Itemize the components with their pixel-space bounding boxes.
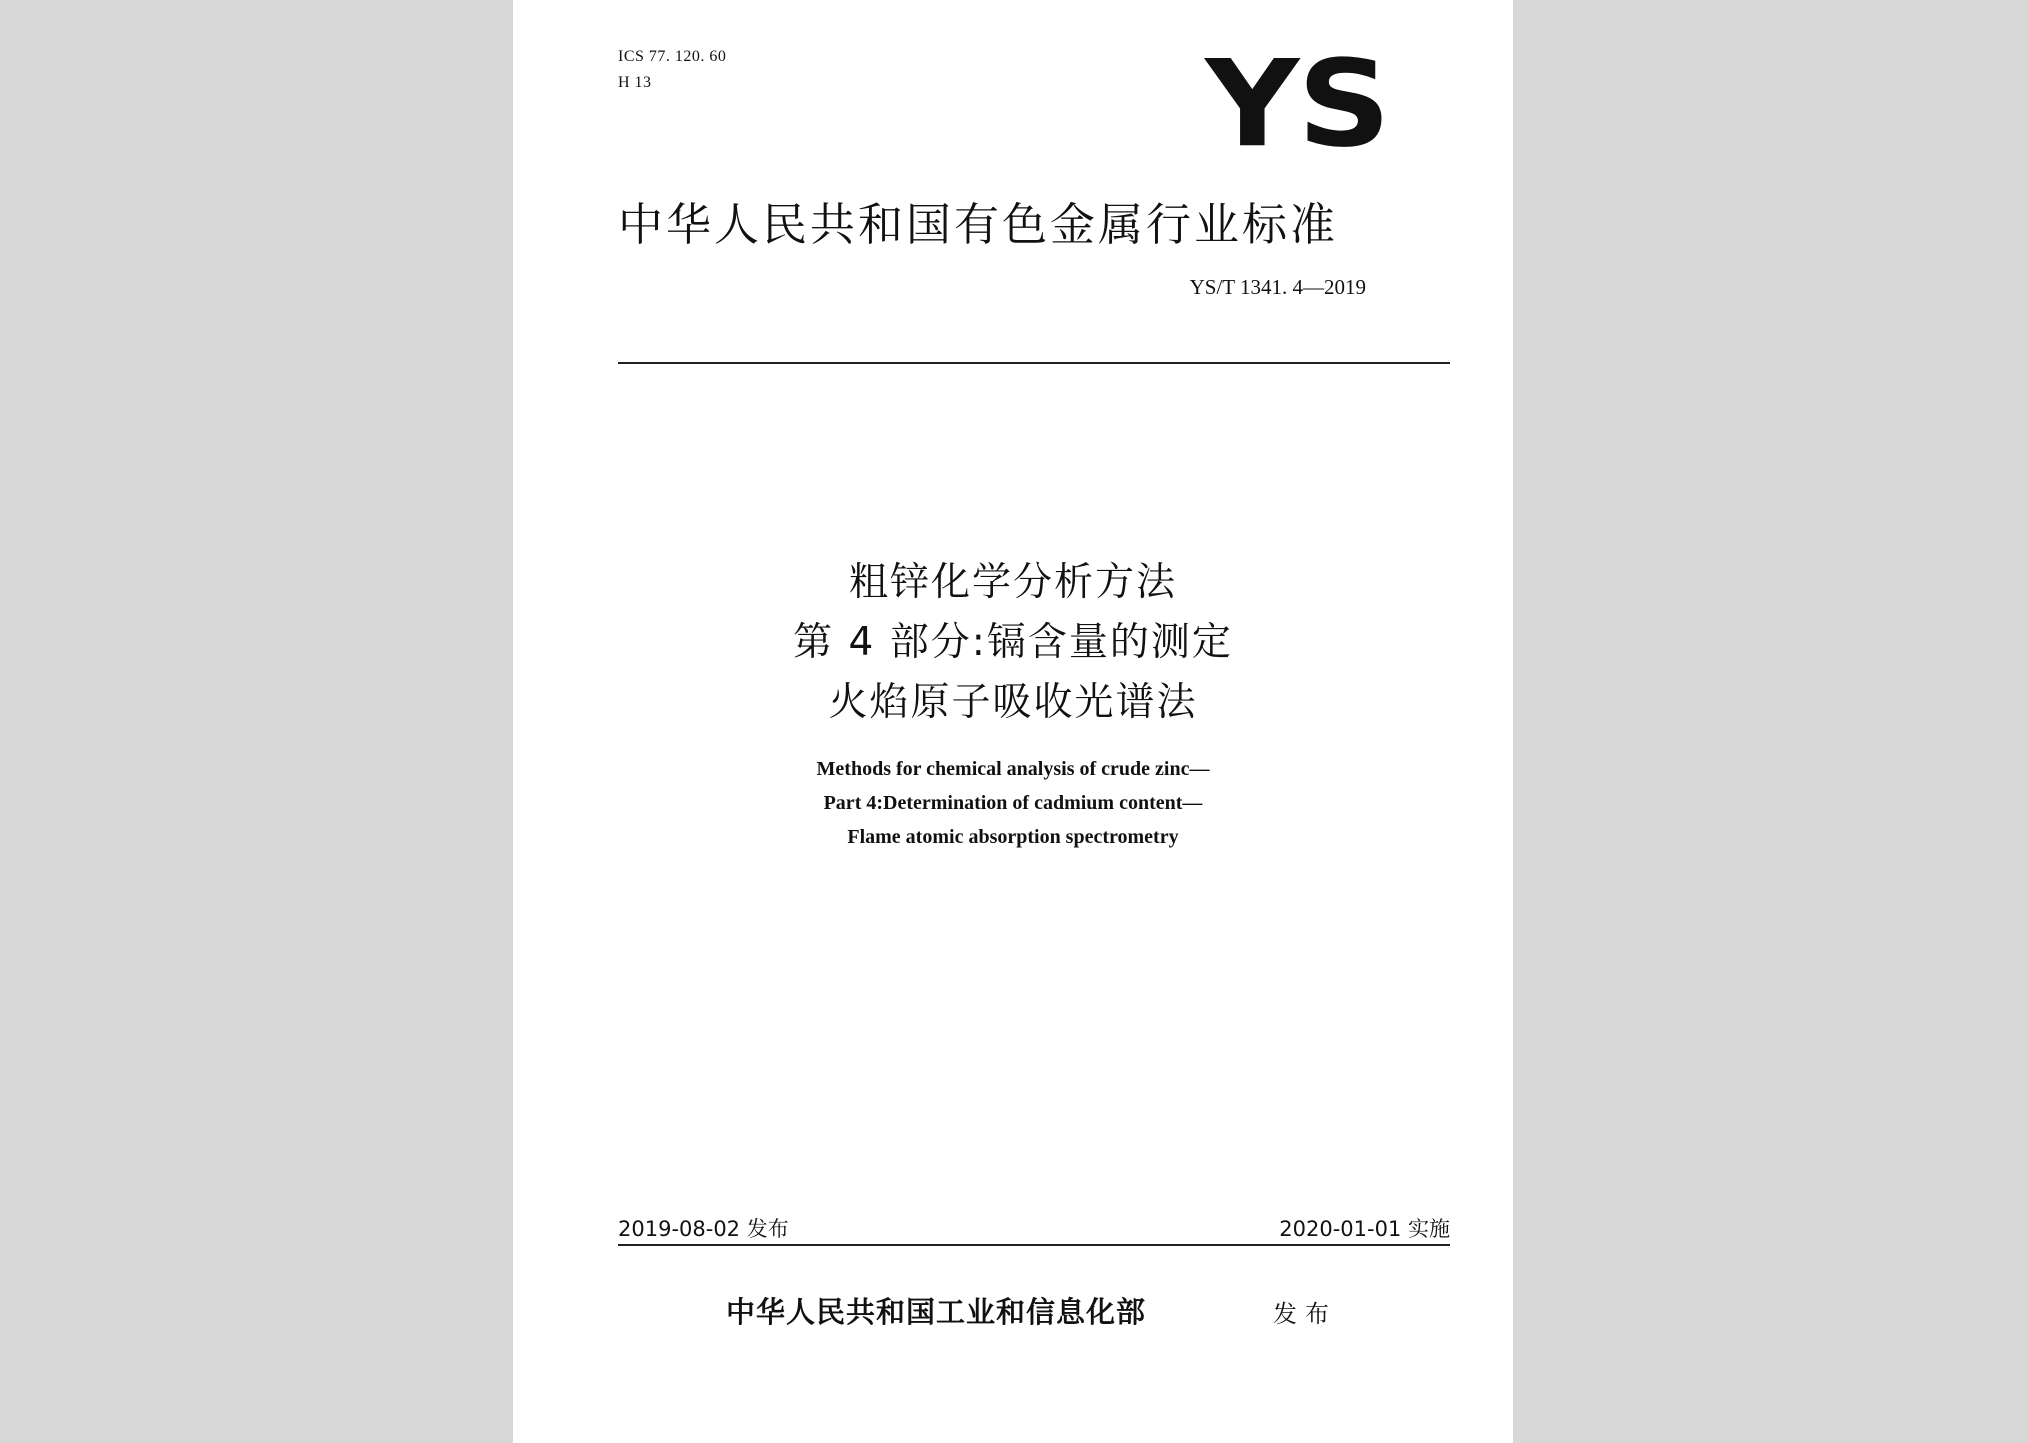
issuer-action-label: 发布 [1273,1300,1337,1328]
chinese-title-line-2: 第 4 部分:镉含量的测定 [793,620,1233,665]
footer-divider [618,1244,1450,1246]
english-title-line-1: Methods for chemical analysis of crude zinc— [816,758,1210,780]
english-title-line-3: Flame atomic absorption spectrometry [847,826,1179,848]
ys-logo: YS [1205,33,1389,174]
header-divider [618,362,1450,364]
issue-date: 2019-08-02 发布 [618,1217,789,1241]
chinese-title-line-1: 粗锌化学分析方法 [848,560,1177,605]
chinese-title [513,553,1513,733]
ics-code: ICS 77. 120. 60 [618,48,727,65]
issuing-authority: 中华人民共和国工业和信息化部 [726,1295,1147,1329]
classification-code: H 13 [618,74,652,91]
chinese-title-line-3: 火焰原子吸收光谱法 [828,680,1198,725]
english-title-line-2: Part 4:Determination of cadmium content— [823,792,1203,814]
standard-number: YS/T 1341. 4—2019 [1189,275,1366,299]
industry-standard-title: 中华人民共和国有色金属行业标准 [618,198,1339,251]
implementation-date: 2020-01-01 实施 [1279,1217,1450,1241]
english-title [513,752,1513,854]
document-page [513,0,1513,1443]
